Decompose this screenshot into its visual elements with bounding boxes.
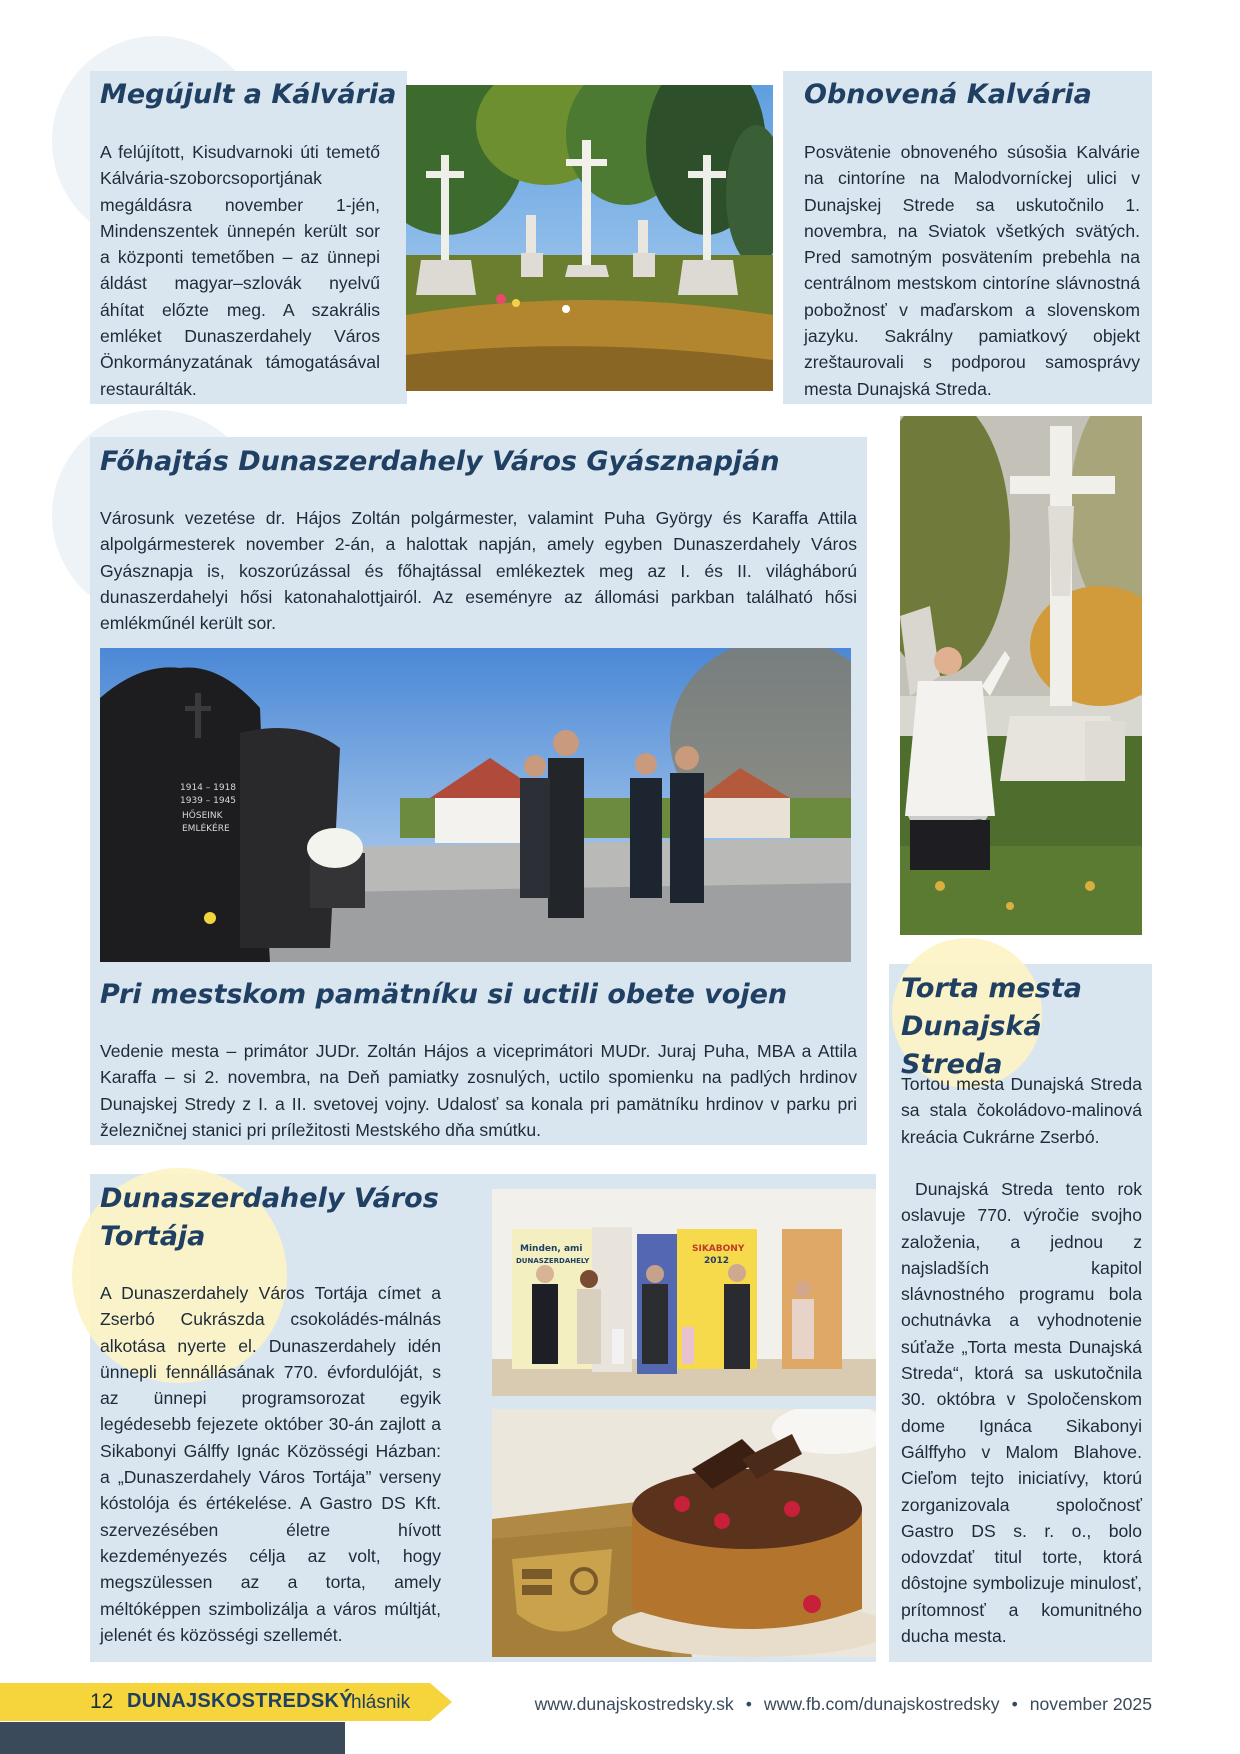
banner-text-3: SIKABONY	[692, 1244, 745, 1254]
banner-text-2: DUNASZERDAHELY	[516, 1257, 590, 1265]
plaque-caption-1: HŐSEINK	[182, 811, 223, 821]
photo-cake	[492, 1409, 876, 1657]
title-kalvaria-hu: Megújult a Kálvária	[100, 79, 397, 110]
banner-text-1: Minden, ami	[520, 1244, 583, 1254]
plaque-caption-2: EMLÉKÉRE	[182, 824, 230, 834]
text-gyasznap: Városunk vezetése dr. Hájos Zoltán polgármester, valamint Puha György és Karaffa Attila alpolgármesterek november 2-án, a halottak napján, amely egyben Dunaszerdahely Város Gyásznapja is, koszorúzással és főhajtással emlékeztek meg az I. és II. világháború dunaszerdahelyi hősi katonahalottjairól. Az eseményre az állomási parkban található hősi emlékműnél került sor.	[100, 508, 857, 634]
photo-memorial-wreath	[100, 648, 851, 962]
photo-calvary	[406, 85, 773, 391]
text-kalvaria-hu: A felújított, Kisudvarnoki úti temető Kálvária-szoborcsoportjának megáldásra november 1-jén, Mindenszentek ünnepén került sor a központi temetőben – az ünnepi áldást magyar–szlovák nyelvű áhítat előzte meg. A szakrális emléket Dunaszerdahely Város Önkormányzatának támogatásával restaurálták.	[100, 142, 380, 399]
text-torta-sk-1: Tortou mesta Dunajská Streda sa stala čokoládovo-malinová kreácia Cukrárne Zserbó.	[901, 1074, 1142, 1147]
title-kalvaria-sk: Obnovená Kalvária	[804, 79, 1092, 110]
text-pamatnik: Vedenie mesta – primátor JUDr. Zoltán Hájos a viceprimátori MUDr. Juraj Puha, MBA a Attila Karaffa – si 2. novembra, na Deň pamiatky zosnulých, uctilo spomienku na padlých hrdinov Dunajskej Stredy z I. a II. svetovej vojny. Udalosť sa konala pri pamätníku hrdinov v parku pri železničnej stanici pri príležitosti Mestského dňa smútku.	[100, 1041, 857, 1140]
title-pamatnik: Pri mestskom pamätníku si uctili obete vojen	[100, 979, 788, 1010]
banner-text-4: 2012	[704, 1256, 730, 1266]
brand-logo: DUNAJSKOSTREDSKÝ	[127, 1690, 353, 1712]
issue-date: november 2025	[1029, 1694, 1152, 1714]
plaque-years-1: 1914 – 1918	[180, 783, 237, 793]
footer-links: www.dunajskostredsky.sk • www.fb.com/dunajskostredsky • november 2025	[534, 1694, 1152, 1714]
page-number: 12	[90, 1690, 114, 1713]
title-gyasznap: Főhajtás Dunaszerdahely Város Gyásznapján	[100, 446, 780, 477]
photo-award-event	[492, 1189, 876, 1396]
plaque-years-2: 1939 – 1945	[180, 796, 237, 806]
facebook-link[interactable]: www.fb.com/dunajskostredsky	[763, 1694, 1000, 1714]
brand-subtitle: hlásnik	[351, 1692, 411, 1713]
footer-bottom-band	[0, 1722, 345, 1754]
text-torta-hu: A Dunaszerdahely Város Tortája címet a Zserbó Cukrászda csokoládés-málnás alkotása nyerte el. Dunaszerdahely idén ünnepli fennállásának 770. évfordulóját, s az ünnepi programsorozat egyik legédesebb fejezete október 30-án zajlott a Sikabonyi Gálffy Ignác Közösségi Házban: a „Dunaszerdahely Város Tortája” verseny kóstolója és értékelése. A Gastro DS Kft. szervezésében életre hívott kezdeményezés célja az volt, hogy megszülessen az a torta, amely méltóképpen szimbolizálja a város múltját, jelenét és közösségi szellemét.	[100, 1283, 441, 1645]
text-kalvaria-sk: Posvätenie obnoveného súsošia Kalvárie na cintoríne na Malodvorníckej ulici v Dunajskej Strede sa uskutočnilo 1. novembra, na Sviatok všetkých svätých. Pred samotným posvätením prebehla na centrálnom mestskom cintoríne slávnostná pobožnosť v maďarskom a slovenskom jazyku. Sakrálny pamiatkový objekt zreštaurovali s podporou samosprávy mesta Dunajská Streda.	[804, 142, 1140, 399]
photo-priest-blessing	[900, 416, 1142, 935]
website-link[interactable]: www.dunajskostredsky.sk	[534, 1694, 734, 1714]
title-torta-hu: Dunaszerdahely Város Tortája	[100, 1183, 439, 1252]
title-torta-sk: Torta mesta Dunajská Streda	[901, 973, 1082, 1080]
text-torta-sk-2: Dunajská Streda tento rok oslavuje 770. výročie svojho založenia, a jednou z najsladších kapitol slávnostného programu bola ochutnávka a vyhodnotenie súťaže „Torta mesta Dunajská Streda“, ktorá sa uskutočnila 30. októbra v Spoločenskom dome Ignáca Sikabonyi Gálffyho v Malom Blahove. Cieľom tejto iniciatívy, ktorú zorganizovala spoločnosť Gastro DS s. r. o., bolo odovzdať titul torte, ktorá dôstojne symbolizuje minulosť, prítomnosť a komunitného ducha mesta.	[901, 1179, 1142, 1647]
